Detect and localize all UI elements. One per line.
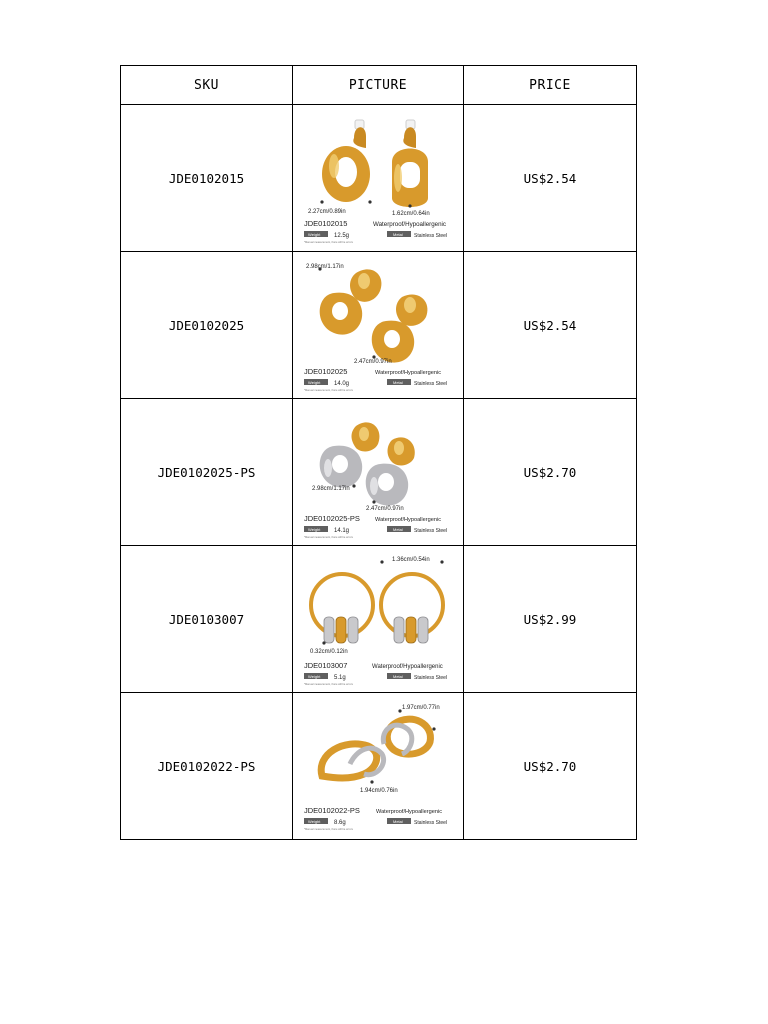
- picture-cell: [293, 399, 464, 546]
- feature-badge: Waterproof/Hypoallergenic: [375, 809, 442, 815]
- table-row: [121, 399, 637, 546]
- picture-cell: [293, 252, 464, 399]
- dimension-label: 2.27cm/0.89in: [307, 209, 346, 215]
- dimension-label: 0.32cm/0.12in: [309, 649, 348, 655]
- price-cell: US$2.54: [464, 105, 637, 252]
- material-label: Metal: [392, 527, 403, 532]
- measurement-note: *Manual measurement, there will be errors: [303, 828, 353, 831]
- dimension-label: 1.97cm/0.77in: [401, 705, 440, 711]
- product-photo: [294, 400, 463, 544]
- product-code: JDE0102025: [303, 367, 347, 376]
- weight-value: 12.5g: [333, 233, 349, 239]
- material-value: Stainless Steel: [413, 528, 447, 534]
- sku-cell: JDE0103007: [121, 546, 293, 693]
- dimension-label: 2.47cm/0.97in: [353, 359, 392, 365]
- product-photo: [294, 253, 463, 397]
- product-code: JDE0102015: [303, 219, 347, 228]
- feature-badge: Waterproof/Hypoallergenic: [371, 664, 443, 670]
- picture-cell: [293, 546, 464, 693]
- material-value: Stainless Steel: [413, 820, 447, 826]
- product-photo: [294, 106, 463, 250]
- picture-column-header: PICTURE: [293, 66, 464, 105]
- material-label: Metal: [392, 380, 403, 385]
- price-column-header: PRICE: [464, 66, 637, 105]
- material-value: Stainless Steel: [413, 381, 447, 387]
- price-cell: US$2.54: [464, 252, 637, 399]
- material-value: Stainless Steel: [413, 233, 447, 239]
- dimension-label: 2.98cm/1.17in: [311, 486, 350, 492]
- table-header-row: [121, 66, 637, 105]
- dimension-label: 1.36cm/0.54in: [391, 557, 430, 563]
- picture-cell: [293, 105, 464, 252]
- price-cell: US$2.70: [464, 399, 637, 546]
- product-code: JDE0103007: [303, 661, 347, 670]
- product-photo: [294, 547, 463, 691]
- weight-value: 14.1g: [333, 528, 349, 534]
- sku-cell: JDE0102022-PS: [121, 693, 293, 840]
- weight-value: 8.6g: [333, 820, 346, 826]
- weight-value: 5.1g: [333, 675, 346, 681]
- sku-cell: JDE0102025-PS: [121, 399, 293, 546]
- weight-value: 14.0g: [333, 381, 349, 387]
- measurement-note: *Manual measurement, there will be errors: [303, 241, 353, 244]
- material-label: Metal: [392, 674, 403, 679]
- measurement-note: *Manual measurement, there will be errors: [303, 683, 353, 686]
- table-row: [121, 105, 637, 252]
- dimension-label: 1.62cm/0.64in: [391, 211, 430, 217]
- feature-badge: Waterproof/Hypoallergenic: [374, 517, 441, 523]
- sku-cell: JDE0102025: [121, 252, 293, 399]
- material-label: Metal: [392, 232, 403, 237]
- dimension-label: 2.98cm/1.17in: [305, 264, 344, 270]
- picture-cell: [293, 693, 464, 840]
- price-cell: US$2.99: [464, 546, 637, 693]
- feature-badge: Waterproof/Hypoallergenic: [372, 221, 446, 228]
- weight-label: Weight: [307, 527, 320, 532]
- sku-cell: JDE0102015: [121, 105, 293, 252]
- dimension-label: 1.94cm/0.76in: [359, 788, 398, 794]
- weight-label: Weight: [307, 674, 320, 679]
- product-photo: [294, 694, 463, 838]
- dimension-label: 2.47cm/0.97in: [365, 506, 404, 512]
- table-row: [121, 693, 637, 840]
- material-value: Stainless Steel: [413, 675, 447, 681]
- product-catalog-table: [120, 65, 637, 840]
- material-label: Metal: [392, 819, 403, 824]
- product-code: JDE0102025-PS: [303, 514, 360, 523]
- table-row: [121, 252, 637, 399]
- price-cell: US$2.70: [464, 693, 637, 840]
- weight-label: Weight: [307, 232, 320, 237]
- sku-column-header: SKU: [121, 66, 293, 105]
- measurement-note: *Manual measurement, there will be errors: [303, 389, 353, 392]
- measurement-note: *Manual measurement, there will be errors: [303, 536, 353, 539]
- product-code: JDE0102022-PS: [303, 806, 360, 815]
- weight-label: Weight: [307, 380, 320, 385]
- feature-badge: Waterproof/Hypoallergenic: [374, 370, 441, 376]
- weight-label: Weight: [307, 819, 320, 824]
- table-row: [121, 546, 637, 693]
